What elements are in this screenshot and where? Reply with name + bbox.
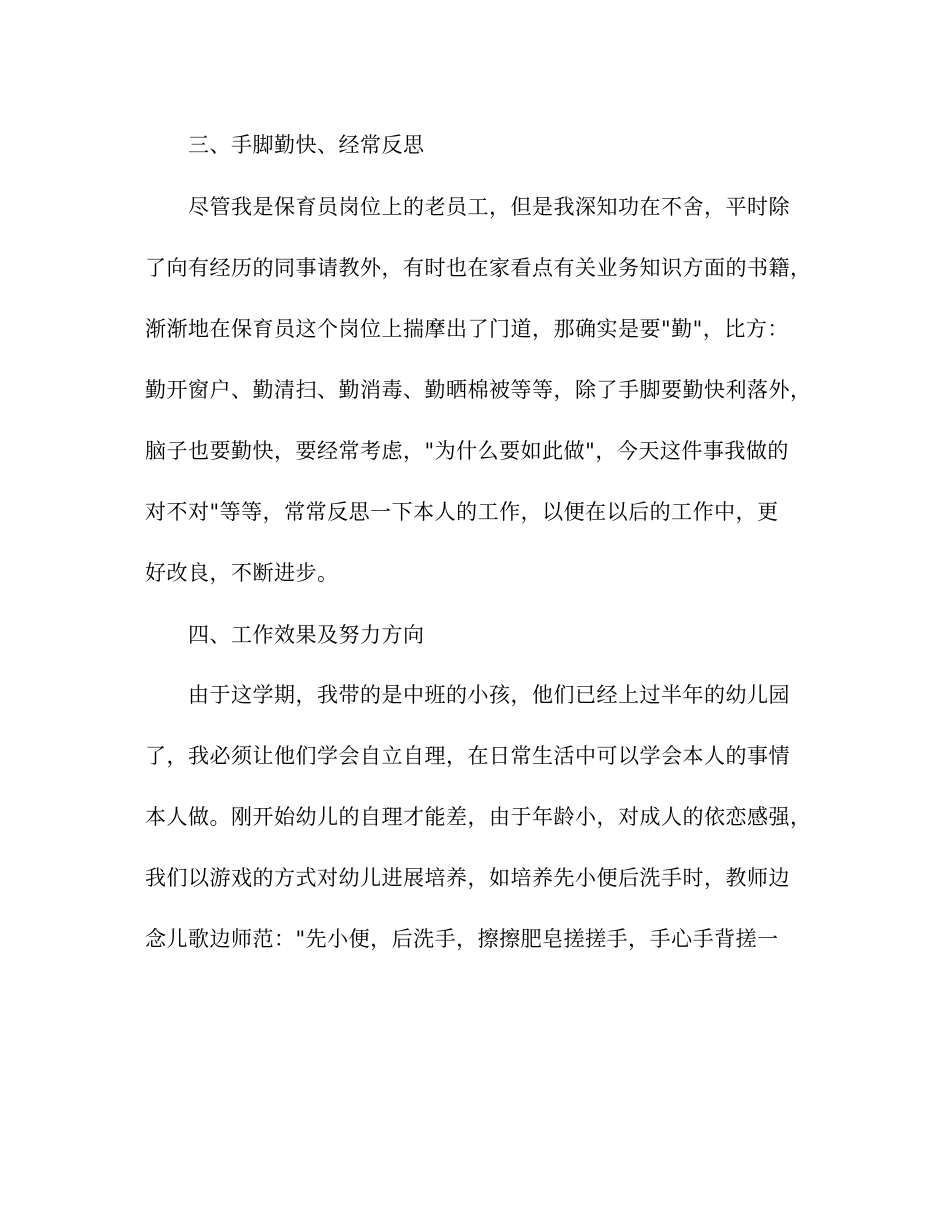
paragraph-line: 念儿歌边师范："先小便，后洗手，擦擦肥皂搓搓手，手心手背搓一 [145,927,779,951]
paragraph-line: 尽管我是保育员岗位上的老员工，但是我深知功在不舍，平时除 [188,195,790,219]
paragraph-line: 勤开窗户、勤清扫、勤消毒、勤晒棉被等等，除了手脚要勤快利落外， [145,378,812,402]
paragraph-line: 了向有经历的同事请教外，有时也在家看点有关业务知识方面的书籍， [145,256,812,280]
paragraph-line: 了，我必须让他们学会自立自理，在日常生活中可以学会本人的事情 [145,744,790,768]
section-heading: 三、手脚勤快、经常反思 [188,133,425,157]
paragraph-line: 由于这学期，我带的是中班的小孩，他们已经上过半年的幼儿园 [188,683,790,707]
section-heading: 四、工作效果及努力方向 [188,623,425,647]
paragraph-line: 好改良，不断进步。 [145,561,339,585]
paragraph-line: 脑子也要勤快，要经常考虑，"为什么要如此做"，今天这件事我做的 [145,439,789,463]
paragraph-line: 对不对"等等，常常反思一下本人的工作，以便在以后的工作中，更 [145,500,779,524]
paragraph-line: 本人做。刚开始幼儿的自理才能差，由于年龄小，对成人的依恋感强， [145,805,812,829]
paragraph-line: 我们以游戏的方式对幼儿进展培养，如培养先小便后洗手时，教师边 [145,866,790,890]
paragraph-line: 渐渐地在保育员这个岗位上揣摩出了门道，那确实是要"勤"，比方： [145,317,789,341]
